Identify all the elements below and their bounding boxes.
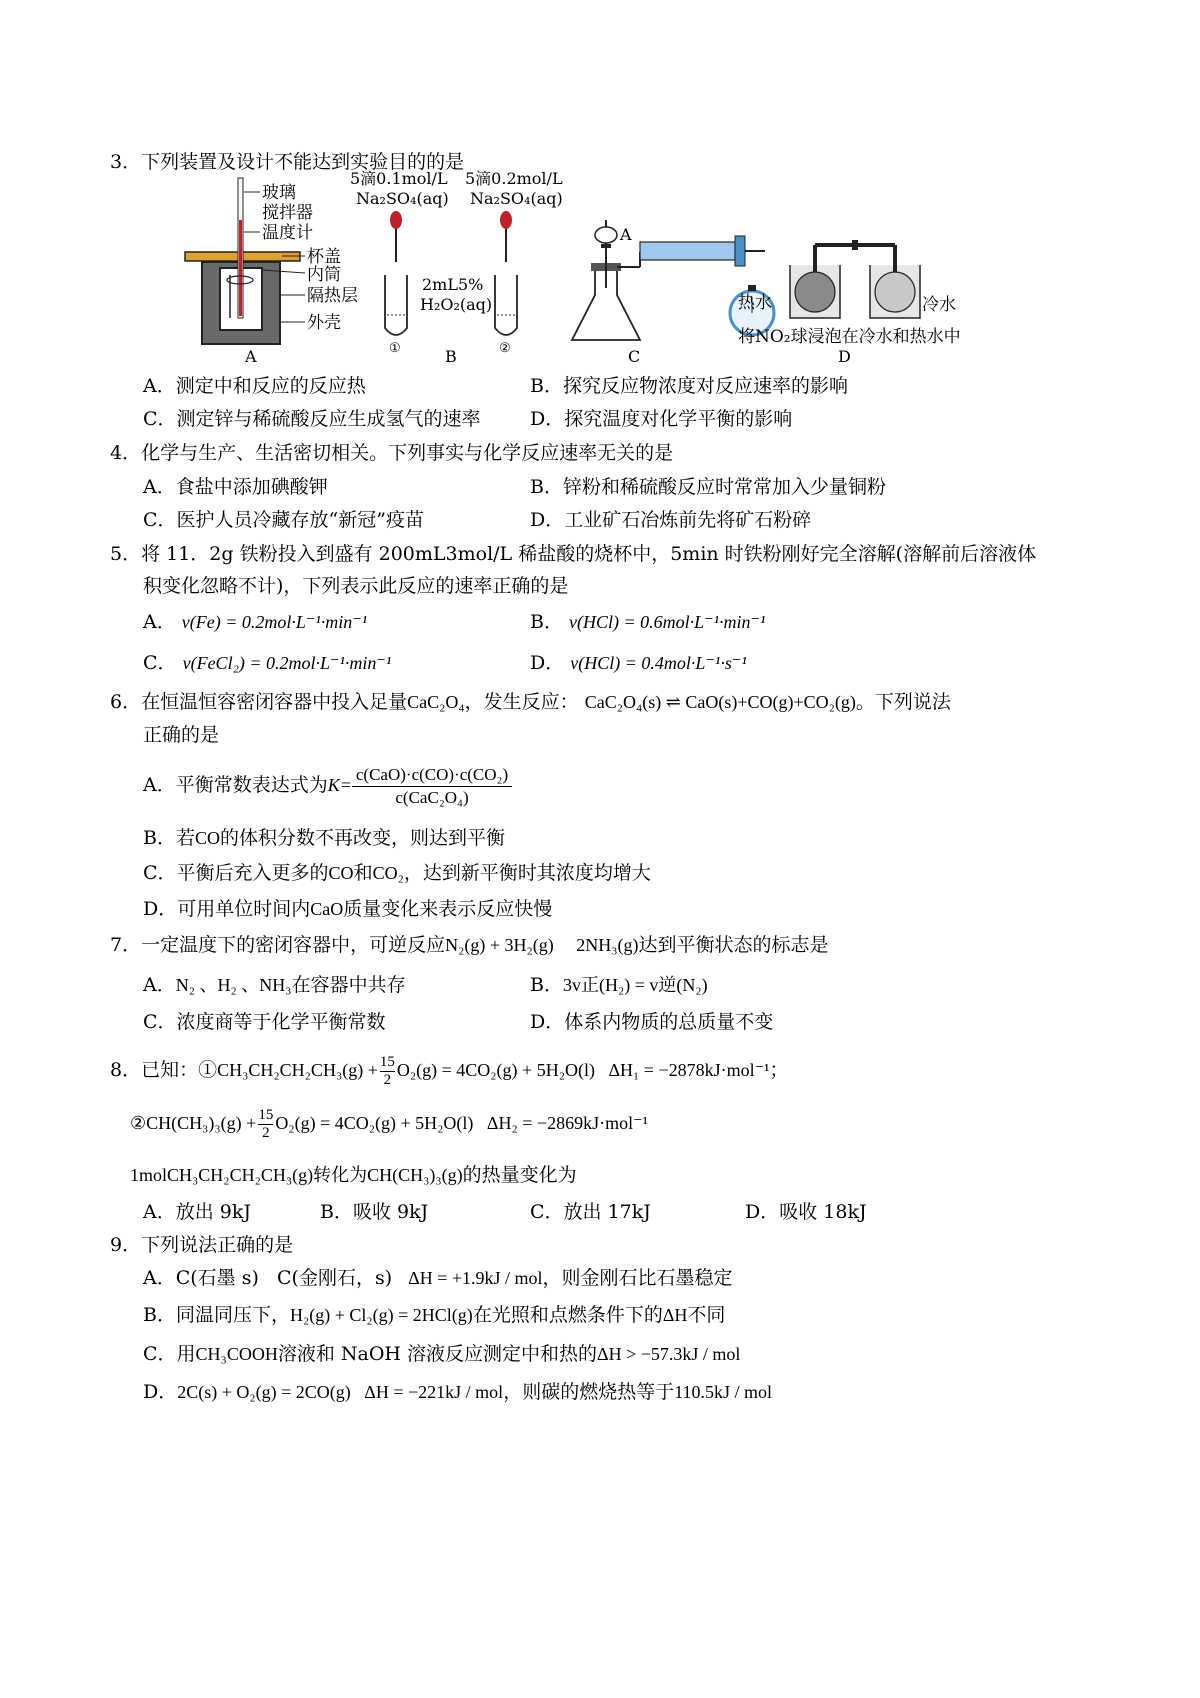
q6-option-d-formula: CaO (310, 899, 344, 919)
q7-option-a-label: A． (143, 974, 176, 996)
q8-eq2-fraction (258, 1107, 273, 1142)
h2o2-label-2: H₂O₂(aq) (420, 295, 493, 314)
q6-option-c (143, 861, 651, 885)
calorimeter-label-2: 搅拌器 (262, 203, 313, 223)
q8-option-d: D．吸收 18kJ (745, 1201, 867, 1223)
q8-eq2-right: O₂(g) = 4CO₂(g) + 5H₂O(l) ΔH₂ = −2869kJ·mol⁻¹ (275, 1113, 648, 1133)
q5-stem-line-2: 积变化忽略不计)，下列表示此反应的速率正确的是 (143, 575, 569, 597)
q9-option-d-c: ，则碳的燃烧热等于 (503, 1381, 675, 1403)
q9-option-b (143, 1303, 725, 1327)
q5-stem-line-1: 5．将 11．2g 铁粉投入到盛有 200mL3mol/L 稀盐酸的烧杯中，5min 时铁粉刚好完全溶解(溶解前后溶液体 (110, 543, 1037, 565)
q7-stem (110, 933, 829, 957)
q7-option-b (530, 973, 708, 997)
q5-option-d-eq: v(HCl) = 0.4mol·L⁻¹·s⁻¹ (570, 653, 747, 673)
funnel-label-a: A (620, 225, 632, 244)
q8-eq1-semicolon: ； (769, 1059, 789, 1081)
dropper-2-label-2: Na₂SO₄(aq) (470, 189, 563, 208)
q8-eq2-frac-num: 15 (258, 1106, 274, 1123)
q8-eq1-right: O₂(g) = 4CO₂(g) + 5H₂O(l) ΔH₁ = −2878kJ·mol⁻¹ (396, 1060, 770, 1080)
q6-k-fraction (352, 764, 512, 809)
q9-option-a-c: ，则金刚石比石墨稳定 (542, 1267, 733, 1289)
q4-option-b: B．锌粉和稀硫酸反应时常常加入少量铜粉 (530, 476, 886, 498)
q9-option-d-eq: 2C(s) + O₂(g) = 2CO(g) ΔH = −221kJ / mol (177, 1382, 504, 1402)
q9-option-c-formula: CH₃COOH (195, 1344, 278, 1364)
calorimeter-figure (185, 178, 358, 366)
no2-balls-figure (738, 240, 961, 366)
q6-option-a (143, 760, 512, 810)
q7-option-b-label: B． (530, 974, 563, 996)
calorimeter-label-3: 温度计 (262, 223, 313, 243)
q5-option-b-eq: v(HCl) = 0.6mol·L⁻¹·min⁻¹ (569, 612, 766, 632)
q3-option-a: A．测定中和反应的反应热 (143, 375, 366, 397)
q4-option-d: D．工业矿石冶炼前先将矿石粉碎 (530, 509, 812, 531)
q6-stem-a: 6．在恒温恒容密闭容器中投入足量 (110, 691, 408, 713)
calorimeter-label-1: 玻璃 (262, 183, 296, 203)
q7-option-c: C．浓度商等于化学平衡常数 (143, 1011, 386, 1033)
tube-1-mark: ① (389, 341, 401, 356)
q8-prefix: 8．已知：① (110, 1059, 218, 1081)
q8-eq1-left: CH₃CH₂CH₂CH₃(g) + (217, 1060, 378, 1080)
q6-stem-line-2: 正确的是 (143, 724, 220, 746)
q7-option-d: D．体系内物质的总质量不变 (530, 1011, 774, 1033)
q9-option-a-dh: ΔH = +1.9kJ / mol (408, 1268, 543, 1288)
dropper-1-label-2: Na₂SO₄(aq) (356, 189, 449, 208)
q8-eq2-left: ②CH(CH₃)₃(g) + (130, 1113, 257, 1133)
q4-stem: 4．化学与生产、生活密切相关。下列事实与化学反应速率无关的是 (110, 442, 674, 464)
q6-option-c-c: 和 (353, 862, 373, 884)
q6-k-denominator: c(CaC₂O₄) (395, 787, 469, 807)
q6-option-c-e: ，达到新平衡时其浓度均增大 (403, 862, 651, 884)
q7-option-a (143, 973, 406, 997)
q6-option-d-c: 质量变化来表示反应快慢 (343, 898, 553, 920)
q5-option-a-label: A． (143, 611, 176, 633)
q4-option-a: A．食盐中添加碘酸钾 (143, 476, 328, 498)
tube-2-mark: ② (499, 341, 511, 356)
q9-option-b-a: B．同温同压下， (143, 1304, 290, 1326)
q5-option-b-label: B． (530, 611, 563, 633)
q9-option-c-c: 溶液和 NaOH 溶液反应测定中和热的 (277, 1343, 598, 1365)
q7-option-b-eq: 3v正(H₂) = v逆(N₂) (562, 975, 708, 995)
q9-stem: 9．下列说法正确的是 (110, 1234, 294, 1256)
q9-option-c-a: C．用 (143, 1343, 196, 1365)
q6-option-c-formula-2: CO₂ (372, 863, 404, 883)
dropper-1-label-1: 5滴0.1mol/L (350, 170, 448, 188)
calorimeter-label-6: 隔热层 (307, 286, 358, 306)
fig-caption-b: B (445, 347, 457, 366)
q5-option-a-eq: v(Fe) = 0.2mol·L⁻¹·min⁻¹ (181, 612, 368, 632)
q3-option-c: C．测定锌与稀硫酸反应生成氢气的速率 (143, 408, 481, 430)
q8-line3-formula: CH(CH₃)₃(g) (367, 1165, 463, 1185)
test-tube-figure (350, 170, 563, 366)
q8-eq1-frac-den: 2 (383, 1071, 392, 1088)
q9-option-b-dh: ΔH (662, 1305, 688, 1325)
q6-k-numerator: c(CaO)·c(CO)·c(CO₂) (352, 764, 512, 787)
dropper-2-label-1: 5滴0.2mol/L (465, 170, 563, 188)
calorimeter-label-4: 杯盖 (307, 247, 341, 267)
q6-stem-c: ，发生反应： (464, 691, 579, 713)
q3-option-d: D．探究温度对化学平衡的影响 (530, 408, 793, 430)
q6-option-b-c: 的体积分数不再改变，则达到平衡 (219, 827, 505, 849)
q5-option-d-label: D． (530, 652, 565, 674)
q8-eq1-fraction (380, 1054, 395, 1089)
q8-option-b: B．吸收 9kJ (320, 1201, 429, 1223)
q9-option-c-dh: ΔH > −57.3kJ / mol (597, 1344, 741, 1364)
q6-stem-d: 。下列说法 (855, 691, 951, 713)
q8-equation-1 (110, 1050, 789, 1090)
q9-option-b-e: 不同 (687, 1304, 726, 1326)
q6-option-c-formula-1: CO (328, 863, 354, 883)
q9-option-a (143, 1266, 733, 1290)
q5-option-c-eq: v(FeCl₂) = 0.2mol·L⁻¹·min⁻¹ (182, 653, 392, 673)
q6-reaction-eq: CaC₂O₄(s) ⇌ CaO(s)+CO(g)+CO₂(g) (584, 692, 856, 712)
q9-option-b-eq: H₂(g) + Cl₂(g) = 2HCl(g) (289, 1305, 473, 1325)
q6-option-d-a: D．可用单位时间内 (143, 898, 311, 920)
q7-stem-b: 达到平衡状态的标志是 (638, 934, 829, 956)
q4-option-c: C．医护人员冷藏存放“新冠”疫苗 (143, 509, 424, 531)
q7-stem-a: 7．一定温度下的密闭容器中，可逆反应 (110, 934, 446, 956)
fig-caption-a: A (245, 347, 257, 366)
q9-option-d (143, 1380, 772, 1404)
q7-reaction-eq: N₂(g) + 3H₂(g) 2NH₃(g) (445, 935, 639, 955)
q6-option-d (143, 897, 552, 921)
q5-option-c-label: C． (143, 652, 177, 674)
q3-stem: 3．下列装置及设计不能达到实验目的的是 (110, 151, 465, 173)
no2-description: 将NO₂球浸泡在冷水和热水中 (738, 327, 961, 347)
q9-option-a-a: A．C(石墨 s) C(金刚石，s) (143, 1267, 393, 1289)
q5-option-a (143, 610, 367, 634)
q9-option-b-c: 在光照和点燃条件下的 (472, 1304, 663, 1326)
q8-equation-2 (130, 1103, 648, 1143)
q9-option-d-a: D． (143, 1381, 178, 1403)
q6-option-a-pre: A．平衡常数表达式为 (143, 774, 328, 796)
fig-caption-d: D (838, 347, 851, 366)
q7-option-a-formulas: N₂ 、H₂ 、NH₃ (175, 975, 292, 995)
q9-option-c (143, 1342, 740, 1366)
q6-option-b-formula: CO (194, 828, 220, 848)
q8-eq2-frac-den: 2 (262, 1124, 270, 1141)
q5-option-d (530, 651, 747, 675)
q6-option-b (143, 826, 505, 850)
q6-stem-formula: CaC₂O₄ (407, 692, 465, 712)
q3-option-b: B．探究反应物浓度对反应速率的影响 (530, 375, 848, 397)
calorimeter-label-7: 外壳 (307, 313, 341, 333)
fig-caption-c: C (628, 347, 641, 366)
q5-option-b (530, 610, 765, 634)
hot-water-label: 热水 (738, 293, 772, 313)
q6-option-a-k: K= (327, 775, 352, 795)
q6-option-c-a: C．平衡后充入更多的 (143, 862, 329, 884)
q9-option-d-value: 110.5kJ / mol (674, 1382, 773, 1402)
calorimeter-label-5: 内筒 (307, 265, 341, 285)
q8-eq1-frac-num: 15 (379, 1053, 395, 1070)
q8-option-c: C．放出 17kJ (530, 1201, 651, 1223)
q3-figures (170, 170, 970, 370)
cold-water-label: 冷水 (922, 295, 956, 315)
q8-question-line (130, 1163, 577, 1187)
q8-line3-c: 的热量变化为 (462, 1164, 577, 1186)
q7-option-a-text: 在容器中共存 (291, 974, 406, 996)
q6-stem-line-1 (110, 690, 951, 714)
q5-option-c (143, 651, 391, 675)
q8-line3-a: 1molCH₃CH₂CH₂CH₃(g)转化为 (130, 1165, 368, 1185)
q8-option-a: A．放出 9kJ (143, 1201, 251, 1223)
q6-option-b-a: B．若 (143, 827, 195, 849)
h2o2-label-1: 2mL5% (422, 275, 484, 294)
